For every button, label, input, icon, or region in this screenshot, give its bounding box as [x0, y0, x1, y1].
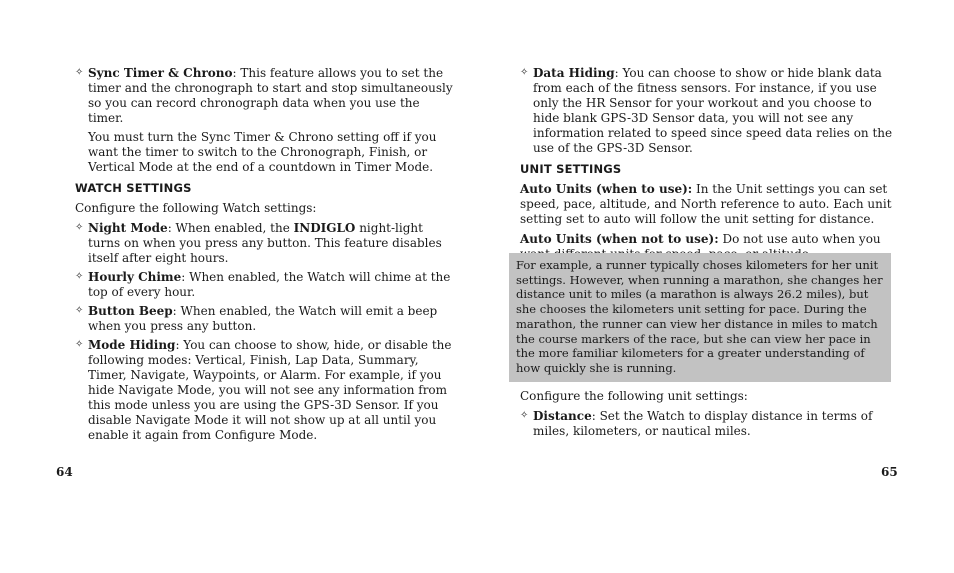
bullet-diamond-icon: ✧	[75, 67, 84, 78]
bullet-diamond-icon: ✧	[75, 305, 84, 316]
bullet-diamond-icon: ✧	[520, 67, 529, 78]
unit-settings-intro: Configure the following unit settings:	[520, 389, 748, 403]
watch-settings-heading: WATCH SETTINGS	[75, 181, 192, 195]
sync-timer-chrono-title: Sync Timer & Chrono	[88, 66, 233, 80]
bullet-diamond-icon: ✧	[520, 410, 529, 421]
data-hiding-item	[520, 66, 896, 156]
left-page-column	[75, 66, 453, 447]
indiglo-brand: INDIGLO	[293, 221, 356, 235]
auto-units-when-not-to-use-title: Auto Units (when not to use):	[520, 232, 719, 246]
auto-units-when-to-use: Auto Units (when to use): In the Unit settings you can set speed, pace, altitude, and North reference to auto. Each unit setting set to auto will follow the unit setting for distance.	[520, 182, 892, 226]
data-hiding-text: Data Hiding: You can choose to show or hide blank data from each of the fitness sensors. For instance, if you use only the HR Sensor for your workout and you choose to hide blank GPS-3D Sensor data, you will not see any information related to speed since speed data relies on the use of the GPS-3D Sensor.	[533, 66, 893, 155]
mode-hiding-item	[75, 338, 453, 443]
button-beep-text: Button Beep: When enabled, the Watch will emit a beep when you press any button.	[88, 304, 438, 333]
page-number-left: 64	[56, 465, 73, 479]
hourly-chime-item	[75, 270, 453, 300]
marathon-example-callout: For example, a runner typically choses kilometers for her unit settings. However, when running a marathon, she changes her distance unit to miles (a marathon is always 26.2 miles), but she chooses the kilometers unit setting for pace. During the marathon, the runner can view her distance in miles to match the course markers of the race, but she can view her pace in the more familiar kilometers for a greater understanding of how quickly she is running.	[509, 253, 891, 382]
watch-settings-intro: Configure the following Watch settings:	[75, 201, 317, 215]
right-page-column	[520, 66, 896, 267]
bullet-diamond-icon: ✧	[75, 339, 84, 350]
distance-text: Distance: Set the Watch to display distance in terms of miles, kilometers, or nautical miles.	[533, 409, 873, 438]
auto-units-when-to-use-title: Auto Units (when to use):	[520, 182, 693, 196]
button-beep-item	[75, 304, 453, 334]
unit-settings-list	[520, 389, 896, 443]
unit-settings-heading: UNIT SETTINGS	[520, 162, 622, 176]
bullet-diamond-icon: ✧	[75, 222, 84, 233]
button-beep-title: Button Beep	[88, 304, 173, 318]
mode-hiding-text: Mode Hiding: You can choose to show, hide, or disable the following modes: Vertical, Finish, Lap Data, Summary, Timer, Navigate, Waypoints, or Alarm. For example, if you hide Navigate Mode, you will not see any information from this mode unless you are using the GPS-3D Sensor. If you disable Navigate Mode it will not show up at all until you enable it again from Configure Mode.	[88, 338, 452, 442]
night-mode-item	[75, 221, 453, 266]
night-mode-text: Night Mode: When enabled, the INDIGLO night-light turns on when you press any button. This feature disables itself after eight hours.	[88, 221, 442, 265]
sync-timer-chrono-followup: You must turn the Sync Timer & Chrono setting off if you want the timer to switch to the Chronograph, Finish, or Vertical Mode at the end of a countdown in Timer Mode.	[88, 130, 437, 174]
auto-units-when-not-to-use: Auto Units (when not to use): Do not use auto when you	[520, 232, 881, 246]
bullet-diamond-icon: ✧	[75, 271, 84, 282]
sync-timer-chrono-item	[75, 66, 453, 126]
hourly-chime-title: Hourly Chime	[88, 270, 182, 284]
sync-timer-chrono-text: Sync Timer & Chrono: This feature allows you to set the timer and the chronograph to start and stop simultaneously so you can record chronograph data when you use the timer.	[88, 66, 453, 125]
mode-hiding-title: Mode Hiding	[88, 338, 176, 352]
sync-timer-chrono-note	[75, 130, 453, 175]
hourly-chime-text: Hourly Chime: When enabled, the Watch will chime at the top of every hour.	[88, 270, 451, 299]
data-hiding-title: Data Hiding	[533, 66, 615, 80]
distance-title: Distance	[533, 409, 592, 423]
night-mode-title: Night Mode	[88, 221, 168, 235]
page-number-right: 65	[881, 465, 898, 479]
distance-item	[520, 409, 896, 439]
